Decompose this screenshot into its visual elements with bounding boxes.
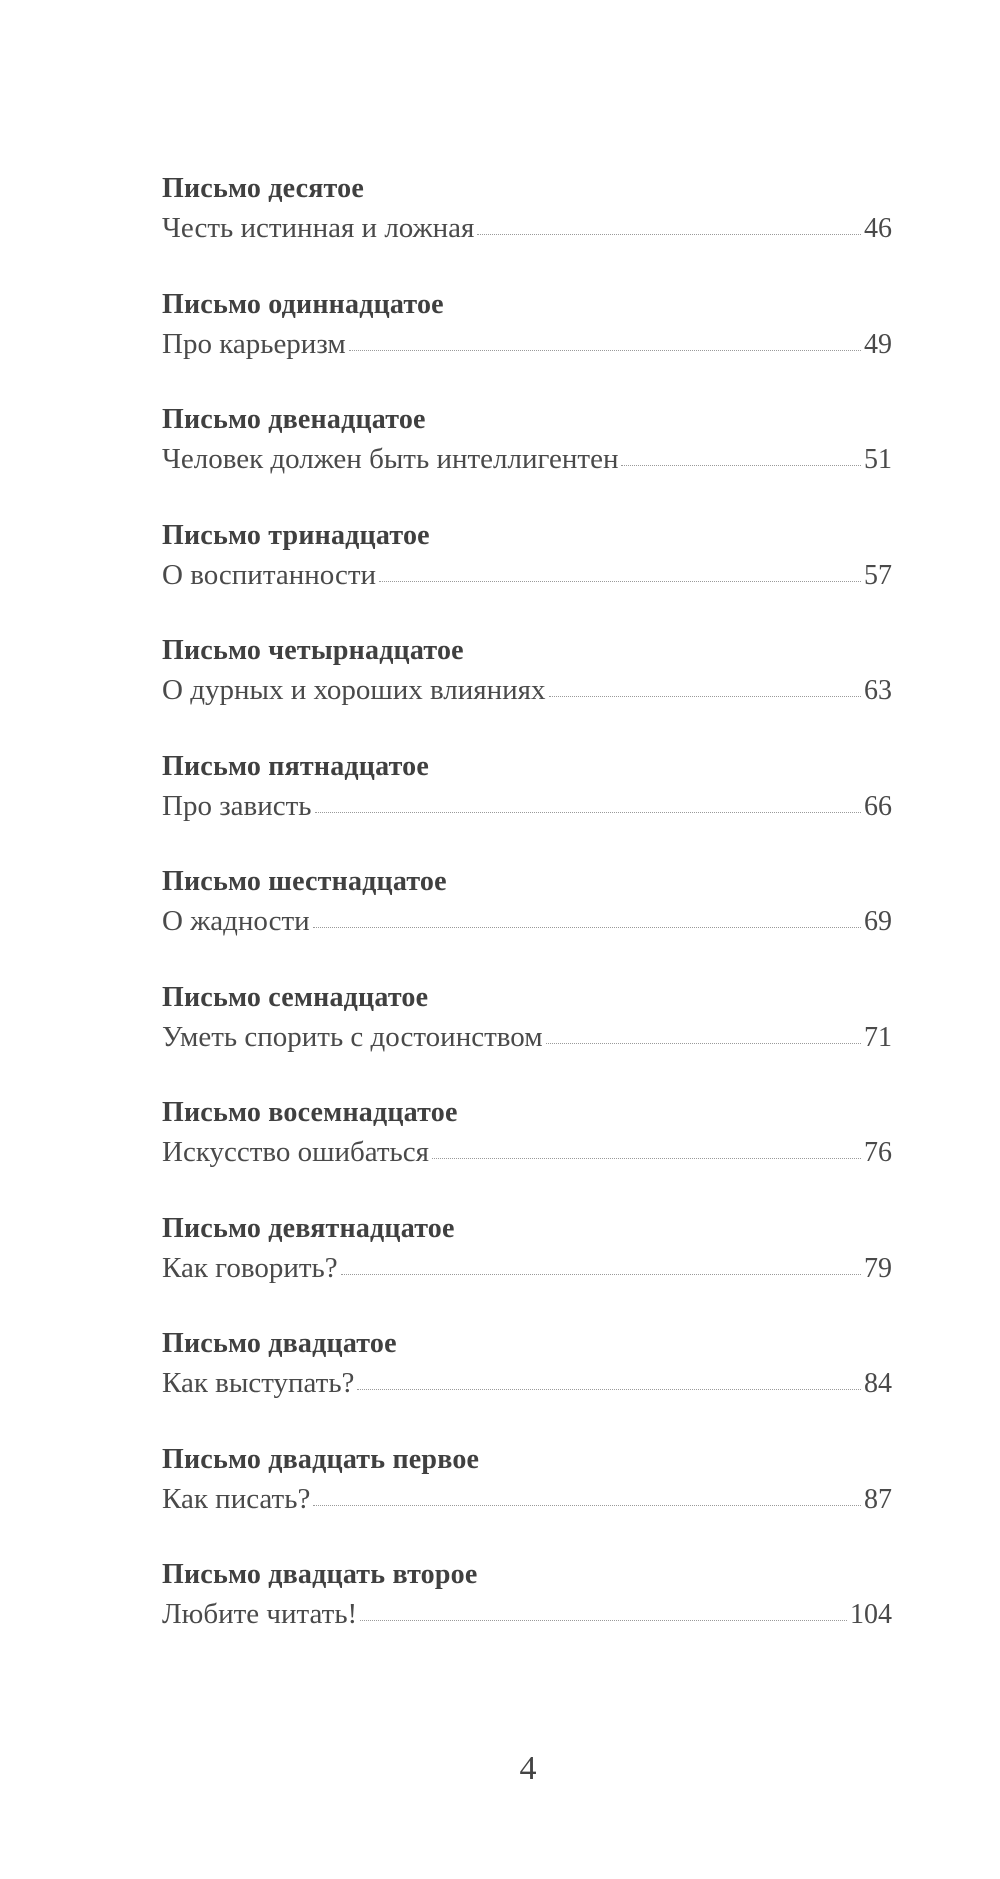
toc-entry-heading: Письмо двенадцатое	[162, 404, 426, 435]
toc-entry-row[interactable]	[162, 670, 892, 711]
toc-entry-title: О воспитанности	[162, 558, 377, 591]
dot-leader	[341, 1274, 861, 1275]
toc-entry-row[interactable]	[162, 901, 892, 942]
toc-entry-page: 49	[864, 328, 892, 360]
toc-entry-heading: Письмо десятое	[162, 173, 364, 204]
toc-entry-page: 66	[864, 790, 892, 822]
dot-leader	[621, 465, 861, 466]
toc-entry-page: 46	[864, 213, 892, 244]
toc-entry-page: 63	[864, 675, 892, 706]
toc-entry	[162, 1325, 892, 1441]
table-of-contents	[162, 170, 892, 1672]
toc-entry-title: Как писать?	[162, 1482, 311, 1515]
toc-entry-row[interactable]	[162, 1363, 892, 1404]
toc-entry-heading: Письмо шестнадцатое	[162, 866, 447, 897]
toc-entry-row[interactable]	[162, 324, 892, 365]
toc-entry-row[interactable]	[162, 786, 892, 827]
toc-entry	[162, 632, 892, 748]
dot-leader	[546, 1043, 861, 1044]
toc-entry-heading: Письмо пятнадцатое	[162, 750, 430, 782]
toc-entry-page: 84	[864, 1368, 892, 1399]
toc-entry-title: О дурных и хороших влияниях	[162, 674, 546, 706]
toc-entry-page: 69	[864, 906, 892, 937]
toc-entry-page: 71	[864, 1021, 892, 1053]
toc-entry-page: 76	[864, 1137, 892, 1168]
toc-entry	[162, 170, 892, 286]
toc-entry	[162, 401, 892, 517]
toc-entry-heading: Письмо двадцать второе	[162, 1559, 478, 1590]
toc-entry-row[interactable]	[162, 1594, 892, 1635]
page-number: 4	[519, 1750, 537, 1787]
toc-entry-title: Про карьеризм	[162, 327, 346, 360]
toc-entry-heading: Письмо одиннадцатое	[162, 288, 444, 320]
toc-entry-row[interactable]	[162, 1248, 892, 1289]
toc-entry-page: 57	[864, 559, 892, 591]
toc-entry-title: Как выступать?	[162, 1367, 355, 1399]
toc-entry-title: Честь истинная и ложная	[162, 212, 475, 244]
dot-leader	[313, 927, 861, 928]
toc-entry-heading: Письмо восемнадцатое	[162, 1097, 458, 1128]
toc-entry-title: Искусство ошибаться	[162, 1136, 429, 1168]
toc-entry-row[interactable]	[162, 1479, 892, 1520]
toc-entry-heading: Письмо двадцатое	[162, 1328, 397, 1359]
toc-entry-row[interactable]	[162, 1132, 892, 1173]
toc-entry-heading: Письмо четырнадцатое	[162, 635, 464, 666]
dot-leader	[379, 581, 861, 582]
toc-entry-page: 79	[864, 1252, 892, 1284]
toc-entry	[162, 1441, 892, 1557]
toc-entry-title: Человек должен быть интеллигентен	[162, 443, 619, 475]
toc-entry-title: Уметь спорить с достоинством	[162, 1020, 543, 1053]
toc-entry	[162, 517, 892, 633]
toc-entry-title: Любите читать!	[162, 1598, 358, 1630]
dot-leader	[349, 350, 861, 351]
toc-entry-heading: Письмо семнадцатое	[162, 981, 429, 1013]
dot-leader	[315, 812, 861, 813]
toc-entry	[162, 286, 892, 402]
toc-entry-page: 51	[864, 444, 892, 475]
toc-entry	[162, 1094, 892, 1210]
dot-leader	[432, 1158, 861, 1159]
toc-entry-page: 104	[850, 1599, 892, 1630]
toc-entry-heading: Письмо девятнадцатое	[162, 1212, 455, 1244]
toc-entry-row[interactable]	[162, 555, 892, 596]
dot-leader	[477, 234, 861, 235]
toc-entry-row[interactable]	[162, 1017, 892, 1058]
toc-entry	[162, 979, 892, 1095]
toc-entry-row[interactable]	[162, 208, 892, 249]
toc-entry	[162, 748, 892, 864]
toc-entry-title: О жадности	[162, 905, 310, 937]
toc-entry-heading: Письмо двадцать первое	[162, 1443, 480, 1475]
toc-entry	[162, 863, 892, 979]
dot-leader	[549, 696, 862, 697]
toc-entry-page: 87	[864, 1483, 892, 1515]
toc-entry-title: Как говорить?	[162, 1251, 338, 1284]
toc-entry-row[interactable]	[162, 439, 892, 480]
dot-leader	[360, 1620, 847, 1621]
dot-leader	[357, 1389, 861, 1390]
dot-leader	[313, 1505, 861, 1506]
toc-entry-title: Про зависть	[162, 789, 312, 822]
toc-entry-heading: Письмо тринадцатое	[162, 519, 430, 551]
toc-entry	[162, 1556, 892, 1672]
toc-entry	[162, 1210, 892, 1326]
